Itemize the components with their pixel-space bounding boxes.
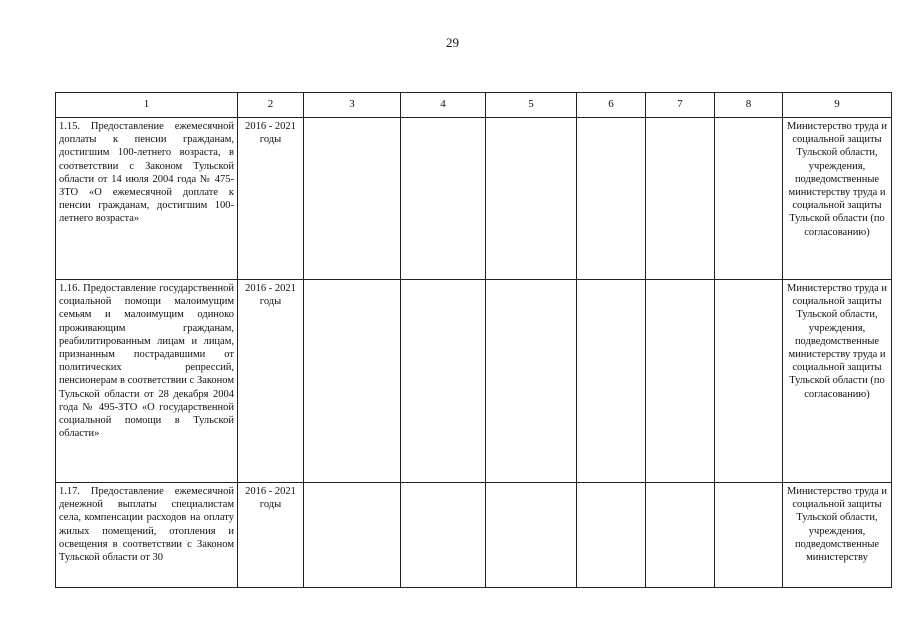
table-header-row <box>56 93 892 118</box>
table-row <box>56 483 892 588</box>
executor-cell: Министерство труда и социальной защиты Тульской области, учреждения, подведомственные министерству <box>783 483 892 588</box>
page-number: 29 <box>446 35 459 50</box>
column-header: 1 <box>56 93 238 118</box>
empty-cell <box>577 118 646 280</box>
empty-cell <box>401 280 486 483</box>
empty-cell <box>715 118 783 280</box>
empty-cell <box>401 483 486 588</box>
empty-cell <box>646 280 715 483</box>
measure-name-cell: 1.17. Предоставление ежемесячной денежной выплаты специалистам села, компенсации расходов на оплату жилых помещений, отопления и освещения в соответствии с Законом Тульской области от 30 <box>56 483 238 588</box>
empty-cell <box>486 118 577 280</box>
empty-cell <box>646 118 715 280</box>
empty-cell <box>401 118 486 280</box>
empty-cell <box>486 483 577 588</box>
empty-cell <box>304 118 401 280</box>
period-cell: 2016 - 2021 годы <box>238 280 304 483</box>
column-header: 9 <box>783 93 892 118</box>
column-header: 8 <box>715 93 783 118</box>
column-header: 2 <box>238 93 304 118</box>
table-row <box>56 280 892 483</box>
measure-name-cell: 1.15. Предоставление ежемесячной доплаты к пенсии гражданам, достигшим 100-летнего возраста, в соответствии с Законом Тульской области от 14 июля 2004 года № 475-ЗТО «О ежемесячной доплате к пенсии гражданам, достигшим 100-летнего возраста» <box>56 118 238 280</box>
period-cell: 2016 - 2021 годы <box>238 118 304 280</box>
empty-cell <box>486 280 577 483</box>
column-header: 5 <box>486 93 577 118</box>
empty-cell <box>715 280 783 483</box>
column-header: 4 <box>401 93 486 118</box>
empty-cell <box>577 483 646 588</box>
measure-name-cell: 1.16. Предоставление государственной социальной помощи малоимущим семьям и малоимущим одиноко проживающим гражданам, реабилитированным лицам и лицам, признанным пострадавшими от политических репрессий, пенсионерам в соответствии с Законом Тульской области от 28 декабря 2004 года № 495-ЗТО «О государственной социальной помощи в Тульской области» <box>56 280 238 483</box>
column-header: 7 <box>646 93 715 118</box>
program-table <box>55 92 892 588</box>
executor-cell: Министерство труда и социальной защиты Тульской области, учреждения, подведомственные министерству труда и социальной защиты Тульской области (по согласованию) <box>783 118 892 280</box>
empty-cell <box>715 483 783 588</box>
table-row <box>56 118 892 280</box>
period-cell: 2016 - 2021 годы <box>238 483 304 588</box>
empty-cell <box>304 483 401 588</box>
empty-cell <box>577 280 646 483</box>
column-header: 6 <box>577 93 646 118</box>
empty-cell <box>304 280 401 483</box>
column-header: 3 <box>304 93 401 118</box>
executor-cell: Министерство труда и социальной защиты Тульской области, учреждения, подведомственные министерству труда и социальной защиты Тульской области (по согласованию) <box>783 280 892 483</box>
empty-cell <box>646 483 715 588</box>
